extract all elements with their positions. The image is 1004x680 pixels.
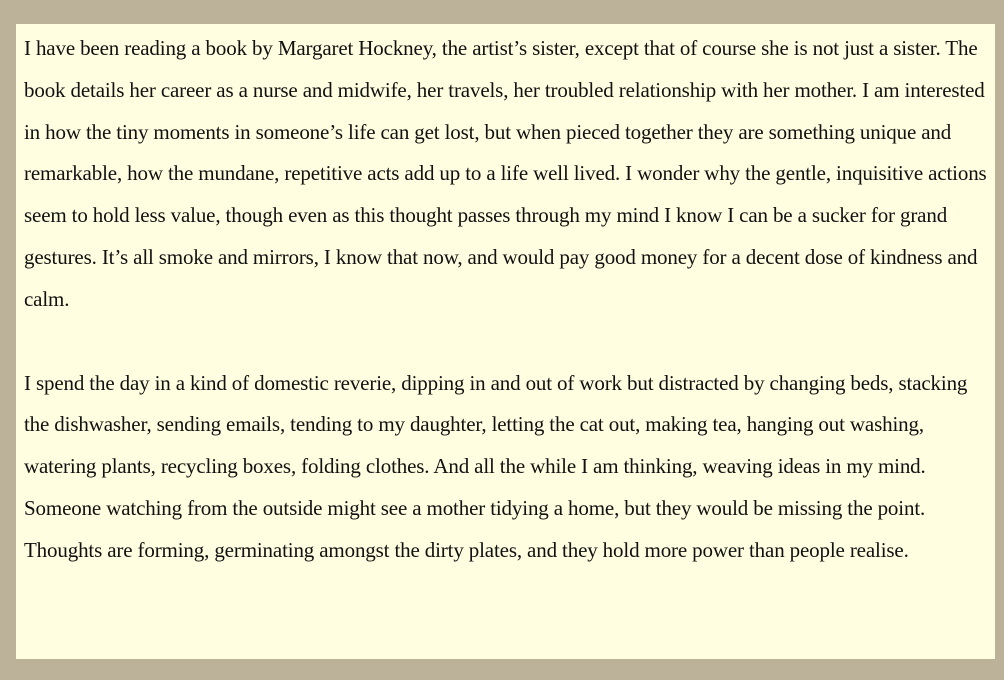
paragraph-1: I have been reading a book by Margaret Hockney, the artist’s sister, except that of course she is not just a sister. The book details her career as a nurse and midwife, her travels, her troubled relationship with her mother. I am interested in how the tiny moments in someone’s life can get lost, but when pieced together they are something unique and remarkable, how the mundane, repetitive acts add up to a life well lived. I wonder why the gentle, inquisitive actions seem to hold less value, though even as this thought passes through my mind I know I can be a sucker for grand gestures. It’s all smoke and mirrors, I know that now, and would pay good money for a decent dose of kindness and calm. bbox=[24, 36, 987, 311]
paragraph-spacer bbox=[24, 321, 995, 363]
text-panel bbox=[16, 24, 995, 659]
paragraph-2: I spend the day in a kind of domestic reverie, dipping in and out of work but distracted by changing beds, stacking the dishwasher, sending emails, tending to my daughter, letting the cat out, making tea, hanging out washing, watering plants, recycling boxes, folding clothes. And all the while I am thinking, weaving ideas in my mind. Someone watching from the outside might see a mother tidying a home, but they would be missing the point. Thoughts are forming, germinating amongst the dirty plates, and they hold more power than people realise. bbox=[24, 370, 968, 562]
